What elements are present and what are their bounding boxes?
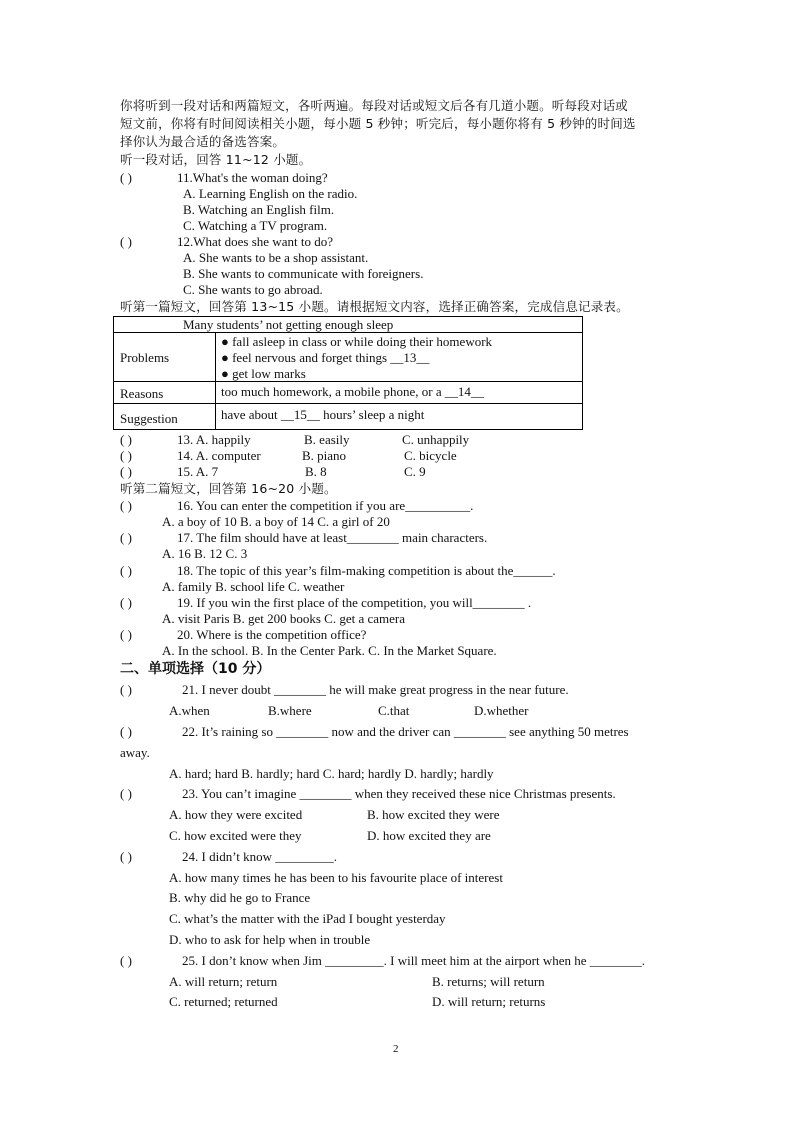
q18-stem: 18. The topic of this year’s film-making competition is about the______. <box>177 563 556 578</box>
q13-bracket[interactable]: ( ) <box>120 432 132 447</box>
q12-bracket[interactable]: ( ) <box>120 234 132 249</box>
q25-stem: 25. I don’t know when Jim _________. I will meet him at the airport when he ________. <box>182 953 645 968</box>
q14-option-c: C. bicycle <box>404 448 457 463</box>
suggestion-label: Suggestion <box>120 411 178 426</box>
q23-option-c: C. how excited were they <box>169 828 302 843</box>
q14-bracket[interactable]: ( ) <box>120 448 132 463</box>
q25-option-d: D. will return; returns <box>432 994 546 1009</box>
q21-bracket[interactable]: ( ) <box>120 682 132 697</box>
q23-option-b: B. how excited they were <box>367 807 500 822</box>
q13-option-c: C. unhappily <box>402 432 470 447</box>
q16-bracket[interactable]: ( ) <box>120 498 132 513</box>
instructions-line-3: 择你认为最合适的备选答案。 <box>120 134 286 149</box>
q17-stem: 17. The film should have at least________ main characters. <box>177 530 488 545</box>
q12-option-c: C. She wants to go abroad. <box>183 282 323 297</box>
q21-stem: 21. I never doubt ________ he will make great progress in the near future. <box>182 682 569 697</box>
q25-option-b: B. returns; will return <box>432 974 545 989</box>
page-number: 2 <box>393 1043 399 1055</box>
q22-bracket[interactable]: ( ) <box>120 724 132 739</box>
reasons-text: too much homework, a mobile phone, or a __14__ <box>221 384 484 399</box>
q24-option-b: B. why did he go to France <box>169 890 311 905</box>
q11-option-c: C. Watching a TV program. <box>183 218 328 233</box>
q18-options: A. family B. school life C. weather <box>162 579 345 594</box>
q23-stem: 23. You can’t imagine ________ when they received these nice Christmas presents. <box>182 786 616 801</box>
problems-label: Problems <box>120 350 170 365</box>
q20-options: A. In the school. B. In the Center Park. C. In the Market Square. <box>162 643 497 658</box>
q19-options: A. visit Paris B. get 200 books C. get a camera <box>162 611 405 626</box>
q23-option-a: A. how they were excited <box>169 807 303 822</box>
q22-stem-continued: away. <box>120 745 150 760</box>
section2-heading: 二、单项选择（10 分） <box>120 661 271 677</box>
q16-options: A. a boy of 10 B. a boy of 14 C. a girl of 20 <box>162 514 390 529</box>
q21-option-b: B.where <box>268 703 312 718</box>
q11-option-a: A. Learning English on the radio. <box>183 186 358 201</box>
q15-bracket[interactable]: ( ) <box>120 464 132 479</box>
q12-stem: 12.What does she want to do? <box>177 234 333 249</box>
q25-option-c: C. returned; returned <box>169 994 278 1009</box>
q21-option-d: D.whether <box>474 703 529 718</box>
table-title: Many students’ not getting enough sleep <box>183 317 394 332</box>
passage1-intro: 听第一篇短文，回答第 13~15 小题。请根据短文内容，选择正确答案，完成信息记录表。 <box>120 299 629 314</box>
q22-options: A. hard; hard B. hardly; hard C. hard; hardly D. hardly; hardly <box>169 766 494 781</box>
dialogue-intro: 听一段对话，回答 11~12 小题。 <box>120 152 312 167</box>
q15-option-b: B. 8 <box>305 464 327 479</box>
q17-options: A. 16 B. 12 C. 3 <box>162 546 248 561</box>
q19-bracket[interactable]: ( ) <box>120 595 132 610</box>
q23-bracket[interactable]: ( ) <box>120 786 132 801</box>
q11-option-b: B. Watching an English film. <box>183 202 335 217</box>
q25-bracket[interactable]: ( ) <box>120 953 132 968</box>
instructions-line-1: 你将听到一段对话和两篇短文，各听两遍。每段对话或短文后各有几道小题。听每段对话或 <box>120 98 629 113</box>
q22-stem: 22. It’s raining so ________ now and the driver can ________ see anything 50 metres <box>182 724 629 739</box>
problem-2: ● feel nervous and forget things __13__ <box>221 350 430 365</box>
problem-1: ● fall asleep in class or while doing their homework <box>221 334 493 349</box>
q16-stem: 16. You can enter the competition if you are__________. <box>177 498 474 513</box>
q19-stem: 19. If you win the first place of the competition, you will________ . <box>177 595 532 610</box>
q24-option-d: D. who to ask for help when in trouble <box>169 932 371 947</box>
passage2-intro: 听第二篇短文，回答第 16~20 小题。 <box>120 481 337 496</box>
q23-option-d: D. how excited they are <box>367 828 491 843</box>
q24-option-c: C. what’s the matter with the iPad I bought yesterday <box>169 911 446 926</box>
q13-option-b: B. easily <box>304 432 350 447</box>
q14-stem: 14. A. computer <box>177 448 261 463</box>
q15-option-c: C. 9 <box>404 464 426 479</box>
suggestion-text: have about __15__ hours’ sleep a night <box>221 407 425 422</box>
q21-option-c: C.that <box>378 703 410 718</box>
q25-option-a: A. will return; return <box>169 974 278 989</box>
q17-bracket[interactable]: ( ) <box>120 530 132 545</box>
q24-option-a: A. how many times he has been to his favourite place of interest <box>169 870 503 885</box>
q24-stem: 24. I didn’t know _________. <box>182 849 338 864</box>
q12-option-a: A. She wants to be a shop assistant. <box>183 250 369 265</box>
q20-stem: 20. Where is the competition office? <box>177 627 367 642</box>
q20-bracket[interactable]: ( ) <box>120 627 132 642</box>
q13-stem: 13. A. happily <box>177 432 251 447</box>
q18-bracket[interactable]: ( ) <box>120 563 132 578</box>
q11-bracket[interactable]: ( ) <box>120 170 132 185</box>
problem-3: ● get low marks <box>221 366 306 381</box>
q24-bracket[interactable]: ( ) <box>120 849 132 864</box>
q15-stem: 15. A. 7 <box>177 464 219 479</box>
q14-option-b: B. piano <box>302 448 347 463</box>
q11-stem: 11.What's the woman doing? <box>177 170 328 185</box>
instructions-line-2: 短文前，你将有时间阅读相关小题，每小题 5 秒钟；听完后，每小题你将有 5 秒钟的时间选 <box>120 116 636 131</box>
reasons-label: Reasons <box>120 386 164 401</box>
q21-option-a: A.when <box>169 703 210 718</box>
q12-option-b: B. She wants to communicate with foreigners. <box>183 266 424 281</box>
